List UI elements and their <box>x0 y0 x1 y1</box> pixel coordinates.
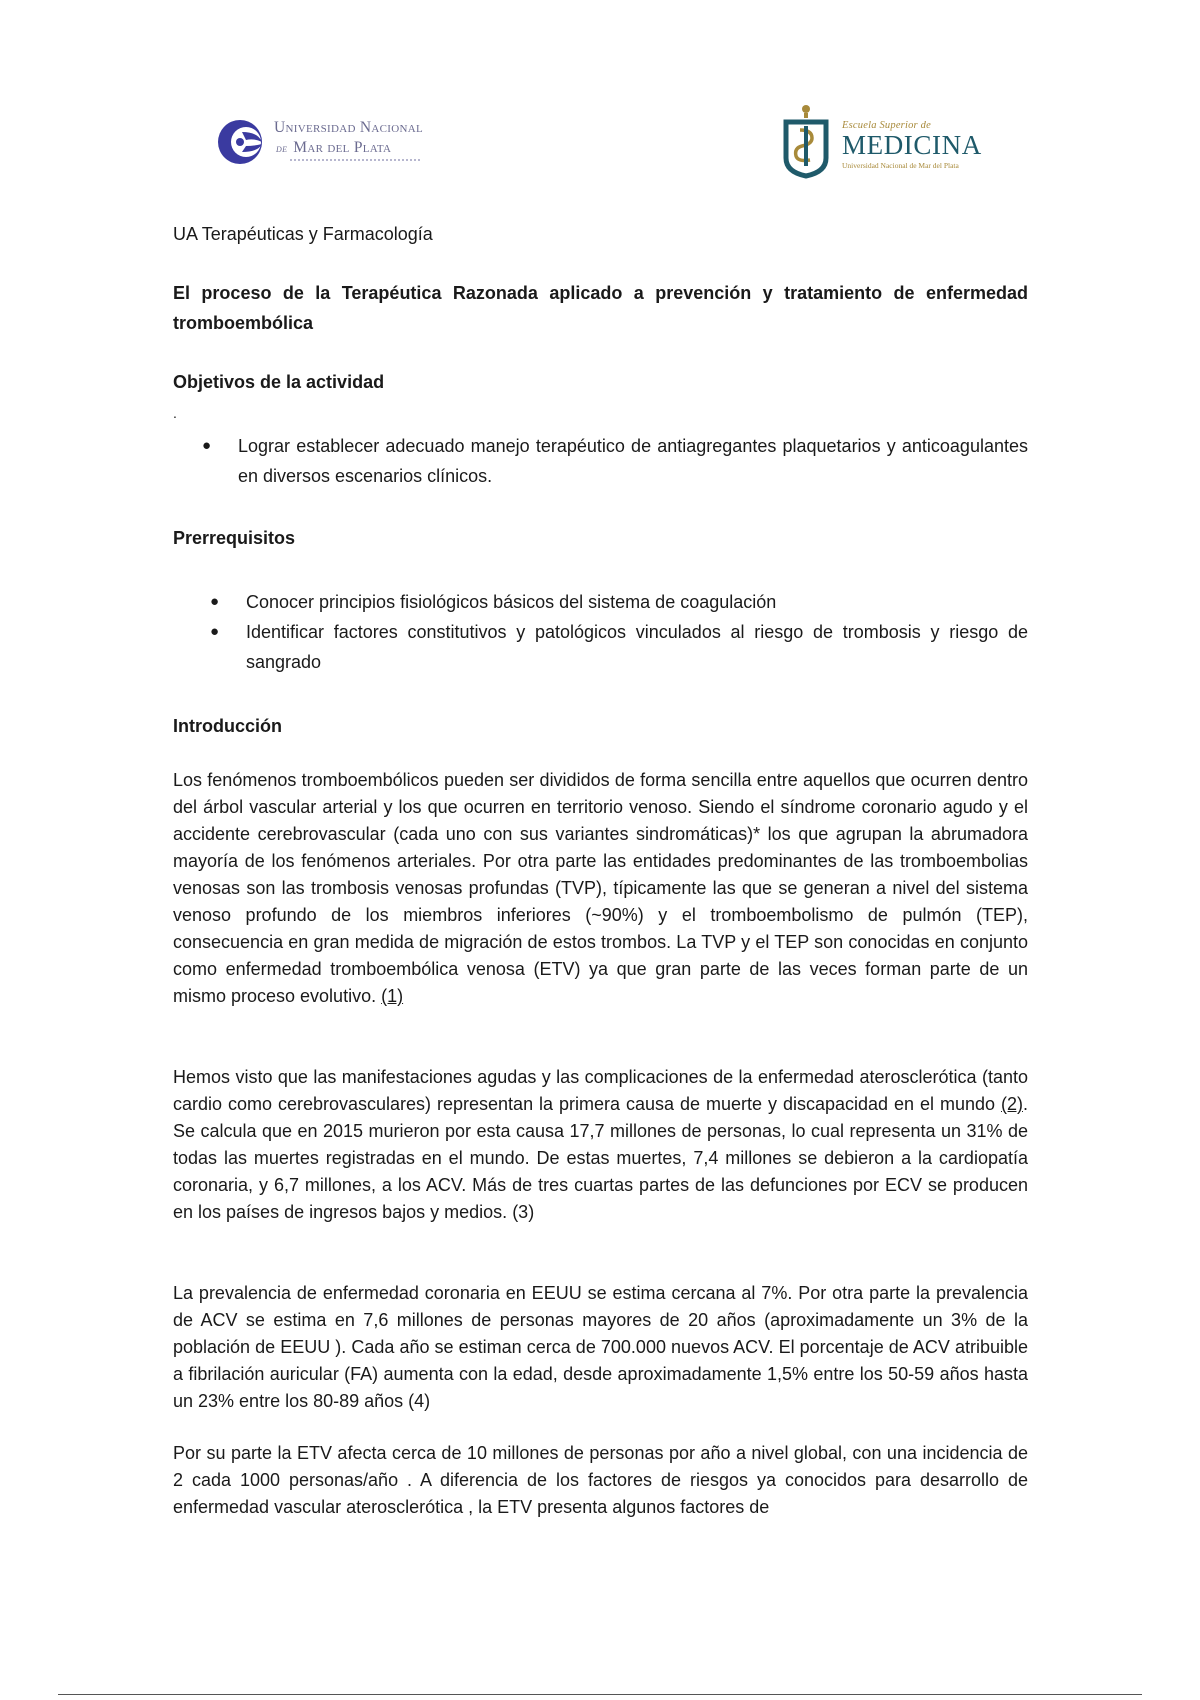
medicine-school-logo <box>780 100 1010 180</box>
bullet-icon: ● <box>202 437 212 454</box>
prereq-text: Identificar factores constitutivos y patológicos vinculados al riesgo de trombosis y riesgo de sangrado <box>246 622 1028 672</box>
list-item <box>202 431 1028 491</box>
objectives-list <box>202 431 1028 491</box>
university-logo-line2: Mar del Plata <box>293 139 392 156</box>
medicine-crest-icon <box>780 100 834 180</box>
medicine-logo-tiny: Universidad Nacional de Mar del Plata <box>842 161 959 170</box>
prereq-list <box>210 587 1028 677</box>
prereq-heading: Prerrequisitos <box>173 528 296 548</box>
page-divider <box>58 1694 1142 1695</box>
bullet-icon: ● <box>210 623 220 640</box>
university-logo <box>218 112 478 172</box>
objectives-dot: . <box>173 405 177 421</box>
list-item <box>210 617 1028 677</box>
reference-link[interactable]: (1) <box>381 986 404 1006</box>
bullet-icon: ● <box>210 593 220 610</box>
intro-paragraph-4: Por su parte la ETV afecta cerca de 10 millones de personas por año a nivel global, con una incidencia de 2 cada 1000 personas/año . A diferencia de los factores de riesgos ya conocidos para desarrollo de enfermedad vascular aterosclerótica , la ETV presenta algunos factores de <box>173 1443 1028 1517</box>
university-logo-line1: Universidad Nacional <box>274 119 423 136</box>
prereq-text: Conocer principios fisiológicos básicos del sistema de coagulación <box>246 592 777 612</box>
medicine-logo-title: MEDICINA <box>842 130 982 160</box>
intro-paragraph-3: La prevalencia de enfermedad coronaria en EEUU se estima cercana al 7%. Por otra parte la prevalencia de ACV se estima en 7,6 millones de personas mayores de 20 años (aproximadamente un 3% de la población de EEUU ). Cada año se estiman cerca de 700.000 nuevos ACV. El porcentaje de ACV atribuible a fibrilación auricular (FA) aumenta con la edad, desde aproximadamente 1,5% entre los 50-59 años hasta un 23% entre los 80-89 años (4) <box>173 1283 1028 1411</box>
intro-heading: Introducción <box>173 716 282 736</box>
reference-link[interactable]: (2) <box>1000 1094 1023 1114</box>
document-title: El proceso de la Terapéutica Razonada aplicado a prevención y tratamiento de enfermedad tromboembólica <box>173 283 1028 333</box>
document-subject: UA Terapéuticas y Farmacología <box>173 224 433 244</box>
university-logo-de: de <box>276 141 288 155</box>
intro-paragraph-2: Hemos visto que las manifestaciones agudas y las complicaciones de la enfermedad aterosclerótica (tanto cardio como cerebrovasculares) representan la primera causa de muerte y discapacidad en el mundo (2). Se calcula que en 2015 murieron por esta causa 17,7 millones de personas, lo cual representa un 31% de todas las muertes registradas en el mundo. De estas muertes, 7,4 millones se debieron a la cardiopatía coronaria, y 6,7 millones, a los ACV. Más de tres cuartas partes de las defunciones por ECV se producen en los países de ingresos bajos y medios. (3) <box>173 1067 1028 1222</box>
university-crest-icon <box>218 118 266 166</box>
objectives-heading: Objetivos de la actividad <box>173 372 385 392</box>
medicine-logo-small: Escuela Superior de <box>842 120 931 131</box>
list-item <box>210 587 1028 617</box>
objective-text: Lograr establecer adecuado manejo terapéutico de antiagregantes plaquetarios y anticoagulantes en diversos escenarios clínicos. <box>238 436 1028 486</box>
intro-paragraph-1: Los fenómenos tromboembólicos pueden ser divididos de forma sencilla entre aquellos que ocurren dentro del árbol vascular arterial y los que ocurren en territorio venoso. Siendo el síndrome coronario agudo y el accidente cerebrovascular (cada uno con sus variantes sindromáticas)* los que agrupan la abrumadora mayoría de los fenómenos arteriales. Por otra parte las entidades predominantes de las tromboembolias venosas son las trombosis venosas profundas (TVP), típicamente las que se generan a nivel del sistema venoso profundo de los miembros inferiores (~90%) y el tromboembolismo de pulmón (TEP), consecuencia en gran medida de migración de estos trombos. La TVP y el TEP son conocidas en conjunto como enfermedad tromboembólica venosa (ETV) ya que gran parte de las veces forman parte de un mismo proceso evolutivo. (1) <box>173 770 1028 1006</box>
logo-dotted-rule <box>290 159 420 165</box>
